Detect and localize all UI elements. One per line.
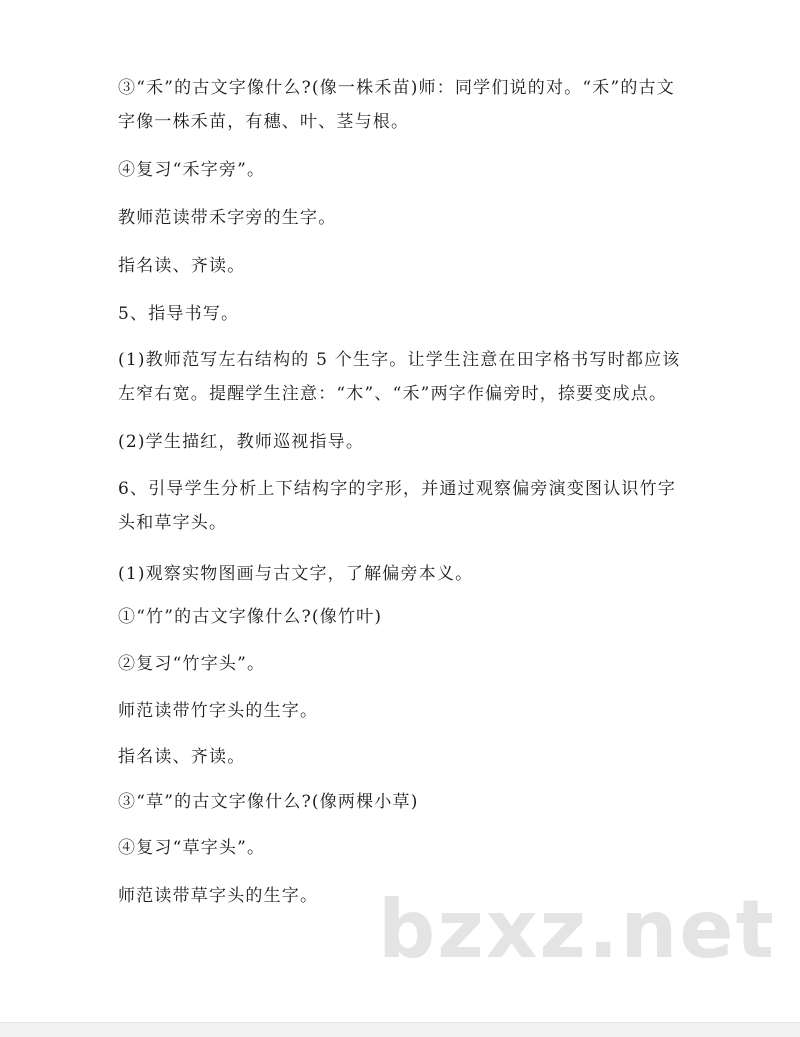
paragraph-line: 头和草字头。 <box>118 513 228 533</box>
paragraph-line: 左窄右宽。提醒学生注意：“木”、“禾”两字作偏旁时，捺要变成点。 <box>118 384 668 404</box>
paragraph-line: 指名读、齐读。 <box>118 256 246 276</box>
paragraph-item-1-zhu <box>118 600 708 634</box>
paragraph-line: 5、指导书写。 <box>118 304 240 324</box>
paragraph-line: ①“竹”的古文字像什么?(像竹叶) <box>118 607 383 627</box>
paragraph-line: (2)学生描红，教师巡视指导。 <box>118 432 365 452</box>
paragraph-item-2-review-zhu <box>118 647 708 681</box>
paragraph-line: (1)观察实物图画与古文字，了解偏旁本义。 <box>118 564 474 584</box>
paragraph-line: ④复习“草字头”。 <box>118 838 266 858</box>
paragraph-line: 师范读带草字头的生字。 <box>118 886 319 906</box>
paragraph-teacher-read-zhu <box>118 694 708 728</box>
paragraph-item-4-review-cao <box>118 831 708 865</box>
paragraph-tracing <box>118 425 708 459</box>
paragraph-line: 教师范读带禾字旁的生字。 <box>118 208 337 228</box>
paragraph-item-3-he <box>118 71 708 139</box>
paragraph-line: ③“草”的古文字像什么?(像两棵小草) <box>118 792 419 812</box>
paragraph-observe <box>118 557 708 591</box>
paragraph-name-read-1 <box>118 249 708 283</box>
paragraph-line: ④复习“禾字旁”。 <box>118 160 266 180</box>
paragraph-line: 6、引导学生分析上下结构字的字形，并通过观察偏旁演变图认识竹字 <box>118 479 677 499</box>
page-bottom-edge <box>0 1022 800 1037</box>
paragraph-line: ③“禾”的古文字像什么?(像一株禾苗)师：同学们说的对。“禾”的古文 <box>118 78 675 98</box>
watermark-text: bzxz.net <box>378 883 776 976</box>
paragraph-name-read-2 <box>118 740 708 774</box>
paragraph-item-3-cao <box>118 785 708 819</box>
paragraph-section-6 <box>118 472 708 540</box>
paragraph-line: 指名读、齐读。 <box>118 747 246 767</box>
paragraph-teacher-read-he <box>118 201 708 235</box>
paragraph-line: 字像一株禾苗，有穗、叶、茎与根。 <box>118 112 410 132</box>
paragraph-line: (1)教师范写左右结构的 5 个生字。让学生注意在田字格书写时都应该 <box>118 350 681 370</box>
paragraph-line: 师范读带竹字头的生字。 <box>118 701 319 721</box>
paragraph-line: ②复习“竹字头”。 <box>118 654 266 674</box>
paragraph-section-5 <box>118 297 708 331</box>
paragraph-item-4-review-he <box>118 153 708 187</box>
paragraph-writing-demo <box>118 343 708 411</box>
